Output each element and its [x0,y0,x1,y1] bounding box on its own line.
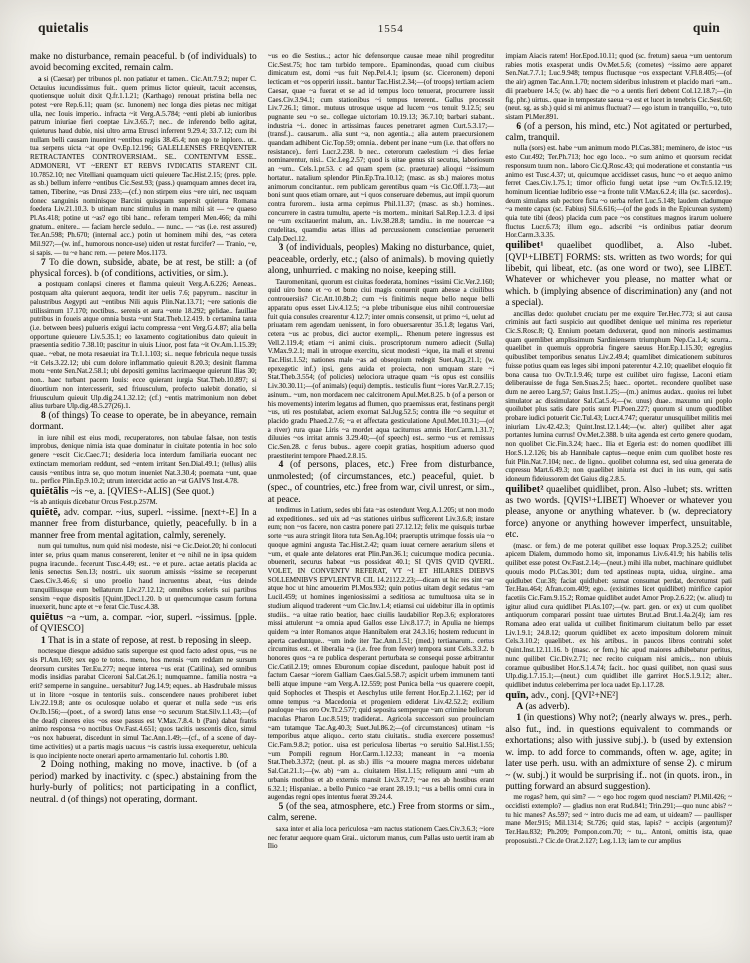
running-head [38,20,720,36]
definition-continuation: make no disturbance, remain peaceful. b (of individuals) to avoid becoming excited, remain calm. [30,52,257,74]
entry-quietalis: quiētālis ~is ~e, a. [QVIES+-ALIS] (See quot.) [30,485,214,497]
sense-6-definition: 6 (of a person, his mind, etc.) Not agitated or perturbed, calm, tranquil. [505,121,733,144]
column-left [30,52,257,957]
column-middle [268,52,495,957]
sense-3-definition: 3 (of individuals, peoples) Making no disturbance, quiet, peaceable, orderly, etc.; (also of animals). b moving quietly along, unhurried. c making no noise, keeping still. [267,243,495,277]
citation-block: ~is ab antiquis dicebatur Orcus Fest.p.257M. [30,498,158,507]
sense-7-definition: 7 To die down, subside, abate, be at rest, be still: a (of physical forces). b (of conditions, activities, or sim.). [30,257,257,279]
entry-quietus: quiētus ~a ~um, a. compar. ~ior, superl. ~issimus. [pple. of QVIESCO] [30,611,257,635]
guide-word-right: quin [692,20,720,35]
citation-block: nulla (sors) est. habe ~um animum modo Pl.Cas.381; meminero, de istoc ~us esto Cur.492; Ter.Ph.713; hoc ego loco.. ~o sum animo et quorsum recidat responsum tuum non.. laboro Cic.Q.Rosc.43; qui moderatione et constantia ~us animo est Tusc.4.37; ut, quicumque accidisset casus, hunc ~o et aequo animo ferret Caes.Civ.1.75.1; timor officio fungi uetat ipse ~um Ov.Tr.5.12.19; hominum licentiae ludibrio esse ~a fronte tulit V.Max.6.2.4; illa (sc. sacerdos).. deum simulans sub pectore ficta ~o uerba refert Luc.5.148; laudem cladumque ~a mente capax (sc. Fabius) Sil.6.616;—(of the gods in the Epicurean system) quia tute tibi (deos) placida cum pace ~os constitues magnos irarum uoluere fluctus Lucr.6.73; illum ego.. adscribi ~is ordinibus patiar deorum Hor.Carm.3.3.35. [505,144,733,240]
sense-1-definition: 1 That is in a state of repose, at rest. b reposing in sleep. [41,635,252,646]
entry-quin: quīn, adv., conj. [QVI²+NE²] [505,689,619,701]
citation-block: in iure nihil est eius modi, recuperatores, non tabulae falsae, non testis improbus, denique nimia ista quae dominatur in ciuitate potentia in hoc solo genere ~escit Cic.Caec.71; desideria loca interdum familiaria euocant nec extinctam memoriam reddunt, sed ~entem irritant Sen.Dial.49.1; (tellus) aliis causis ~entibus intra se, quo motum inueniet Nat.3.30.4; poemata ~unt, quae tu.. perfice Plin.Ep.9.10.2; utrum intercidat actio an ~at GAIVS Inst.4.78. [30,433,257,486]
sense-5-definition: 5 (of the sea, atmosphere, etc.) Free from storms or sim., calm, serene. [267,801,495,824]
sense-8-definition: 8 (of things) To cease to operate, be in abeyance, remain dormant. [30,410,257,433]
text-columns [30,52,732,957]
citation-block: a si (Caesar) per tribunos pl. non patiatur et tamen.. Cic.Att.7.9.2; nuper C. Octauius iucundissimus fuit.. quem primus lictor quieuit, tacuit accensus, quotiensque uoluit dixit Q.fr.1.1.21; (Karthago) renouat pristina bella nec potest ~ere Rep.6.11; quam (sc. Iunonem) nec longa dies pietas nec mitigat ulla, nec Iouis imperio.. infracta ~it Verg.A.5.784; ~enti plebi ab iunioribus patrum iniuriae fieri coeptae Liv.3.65.7; nec.. de inferendo bello agitat, quieturus haud dubie, nisi ultro arma Etrusci inferrent 9.29.4; 33.7.12; cum ibi nullam belli causam inueniret ~entibus regiis 38.45.4; non ego te inploro.. ut.. tua serpens uicta ~at ope Ov.Ep.12.196; GALELLENSES FREQVENTER RETRACTANTES CONTROVERSIAM.. SE.. CONTENTVM ESSE.. ADMONERI, VT ~ERENT ET REBVS IVDICATIS STARENT CIL 10.7852.10; nec Vitelliani quamquam uicti quieuere Tac.Hist.2.15; (pres. pple. as sb.) bellum inferre ~entibus Cic.Sest.93; (pass.) quamquam amnes decet ira, tamen, Tiberine, ~as Drusi 233;—(cf.) non stirpem eius ~ere uiri, nec usquam donec sanguinis nominisque Barcini quisquam supersit quietura Romana foedera Liv.21.10.3. b utinam nunc stimulus in manu mihi sit — ~e quaeso Pl.As.418; potine ut ~as? ego tibi hanc.. referam temperi Men.466; da mihi gnatum.. enitere.. — faciam hercle sedulo.. — nunc.. — ~as (i.e. rest assured) Ter.An.598; Ph.670; (internal acc.) potin ut hominem mihi des, ~as cetera Mil.927;—(w. inf., humorous nonce-use) uiden ut restat furcifer? — Tranio, ~e, si sapis. — tu ~e hanc rem. — petere Mos.1173. [30,74,257,257]
guide-word-left: quietalis [38,20,89,35]
section-a-adverb: A (as adverb). [516,702,570,713]
citation-block: saxa inter et alia loca periculosa ~am nactus stationem Caes.Civ.3.6.3; ~iore nec feratur aequore quam Grai.. uictorum manus, cum Pallas usto uertit iram ab Ilio [267,824,495,851]
entry-quiete: quiētē, adv. compar. ~ius, superl. ~issime. [next+-E] In a manner free from disturbance, quietly, peacefully. b in a manner free from mental agitation, calmly, serenely. [30,507,257,541]
citation-block: noctesque diesque adsiduo satis superque est quod facto adest opus, ~us ne sis Pl.Am.169; sex ego te totos.. meno, hos mensis ~um reddam ne sursum deorsum cursites Ter.Eu.277; neque interea ~us erat (Catilina), sed omnibus modis insidias parabat Ciceroni Sal.Cat.26.1; numquamne.. familia nostra ~a erit? semperne in sanguine.. uersabitur? Jug.14.9; eques.. ab Hasdrubale missus ut in litore ~osque in tentoriis suis.. conscendere naues prohiberet iubet Liv.22.19.8; ante os oculosque uolabo et querar et nulla sede ~us eris Ov.Ib.156;—(poet., of a sword) latus ense ~o securum Stat.Silv.1.1.43;—(of the dead) cineres eius ~os esse passus est V.Max.7.8.4. b (Pan) dabat fratris animo responsa ~o noctibus Ov.Fast.4.651; quos tacitis uescentis dico, simul ~os nox habuerat, discedunt in simul Tac.Ann.1.49;—(cf., of a scene of day-time activities) ut a partis magis uacuus ~is castris iussa exequeretur, uehicula is quo incipiente nocte onerari aperto armamentario Iul. cohortis 1.80. [30,647,257,760]
citation-block: Tauromenitani, quorum est ciuitas foederata, homines ~issimi Cic.Ver.2.160; quid uiro bono et ~o et bono ciui magis conuenit quam abesse a ciuilibus controuersiis? Cic.Att.10.8b.2; cum ~is finitimis neque bello neque belli apparatu opus esset Liv.4.12.5; ~a plebe tribunisque eius nihil controuersiae fuit quia consules crearentur 4.12.7; inter omnis consensit, ut primo ~i, uelut ad priuatam rem agendam uenissent, in foro obuersarentur 35.1.8; legatus Vari, cetera ~us ac probus, dici auctor exempli,.. Rhenum petere ingressus est Vell.2.119.4; etiam ~i animi ciuis.. proscriptorum numero adiecit (Sulla) V.Max.9.2.1; mali in utroque exercitu, sicut modesti ~ique, ita mali et strenui Tac.Hist.1.52; nationes male ~as ad obsequium redegit Suet.Aug.21.1; (w. epexegetic inf.) ipsi, gens auida et proiecta, non umquam stare ~i Stat.Theb.3.554; (of policies) uelociora utraque quam ~is opus est consiliis Liv.30.30.11;—(of animals) (equi) demptis.. testiculis fiunt ~iores Var.R.2.7.15; asinum.. ~um, non mordacem nec calcitronem Apul.Met.8.25. b (of a person or his movements) interim legatus ad flumen, quo praemissus erat, festinans pergit ~us, uti res postulabat, aciem exornat Sal.Jug.52.5; contra ille ~o sequitur et placido gradu Phaed.2.7.6; ~a et affectata gesticulatione Apul.Met.10.31;—(of a river) rura quae Liris ~a mordet aqua taciturnus amnis Hor.Carm.1.31.7; diluuies ~os irritat amnis 3.29.40;—(of speech) est.. sermo ~us et remissus Cic.Sen.28. c ferus bubus.. agere coepit gratias, hospitium aduerso quod praestiterint tempore Phaed.2.8.15. [267,277,495,460]
citation-block: tendimus in Latium, sedes ubi fata ~as ostendunt Verg.A.1.205; ut non modo ad expeditiones.. sed uix ad ~as stationes uiribus sufficerent Liv.3.6.8; instare eum; non ~os facere, non castra ponere pati 27.12.12; felix me quisquis turbae sorte ~us aura stringit litora tuta Sen.Ag.104; praeruptis utrimque fossis uia ~o quoque agmini angusta Tac.Hist.2.42; quam iuuat cernere aerarium silens et ~um, et quale ante delatores erat Plin.Pan.36.1; cuicumque modica pecunia.. obuenerit, securus habeat ~us possideat 40.1; SI QVIS QVID QVERI.. VOLET, IN CONVENTV REFERAT, VT ~I ET HILARES DIEBVS SOLLEMNIBVS EPVLENTVR CIL 14.2112.2.23;—dicam ut hic res sint ~ae atque hoc ut hinc amouerim Pl.Mos.932; quin potius uitam degit sedatus ~am Lucil.459; ut homines ingeniosissimi a seditiosa ac tumultuosa uita se in studium aliquod traderent ~um Cic.Inv.1.4; etiamsi cui uidebitur illa in optimis studiis.. ~a uitae ratio beatior, haec ciuilis laudabilior Rep.3.6; exploratores missi attulerunt ~a omnia apud Gallos esse Liv.8.17.7; in Apulia ne hiemps quidem ~a inter Romanos atque Hannibalem erat 24.3.16; hostem reducunt in aperta caeduntque.. ~um inde iter Tac.Ann.1.51; (med.) tertianarum.. certus circumitus est.. et liberalia ~a (i.e. free from fever) tempora sunt Cels.3.3.2. b honores quos ~a re publica desperant perturbata se consequi posse arbitrantur Cic.Catil.2.19; omnes Eburonum copiae discedunt, pauloque habuit post id factum Caesar ~iorem Galliam Caes.Gal.5.58.7; aspicit urbem immunem tanti belli atque impune ~am Verg.A.12.559; post Punica bella ~us quaerere coepit, quid Sophocles et Thespis et Aeschylus utile ferrent Hor.Ep.2.1.162; per id omne tempus ~a Macedonia et progeniem ediderat Liv.42.52.2; exilium pauloque ~ius oro Ov.Tr.2.577; quid seposita semperque ~am crimine bellorum maculas Pharon Luc.8.519; tradiderat.. Agricola successori suo prouinciam ~am tutamque Tac.Ag.40.3; Suet.Jul.86.2;—(of circumstances) utinam ~is temporibus atque aliquo.. certo statu ciuitatis.. studia exercere possemus! Cic.Fam.9.8.2; potior.. uisa est periculosa libertas ~o seruitio Sal.Hist.1.55; ~um Pompili regnum Hor.Carm.1.12.33; maneant in ~a moenia Stat.Theb.3.372; (neut. pl. as sb.) illis ~a mouere magna merces uidebatur Sal.Cat.21.1;—(w. ab) ~am a.. ciuitatem Hist.1.15; reliquum anni ~um ab urbanis motibus et ab externis mansit Liv.3.72.7; ~ae res ab hostibus erant 6.32.1; Hispaniae.. a bello Punico ~ae erant 28.19.1; ~us a bellis omni cura in augendas regni opes intentus fuerat 39.24.4. [267,506,495,802]
citation-block: impiam Aiacis ratem! Hor.Epod.10.11; quod (sc. fretum) saeua ~um uentorum rabies motis exasperat undis Ov.Met.5.6; (cometes) ~issimo aere apparet Sen.Nat.7.7.1; Luc.9.948; tempus fluctusque ~os exspectant V.Fl.8.405;—(of the air) agmen Tac.Ann.1.70; noctem sideribus inlustrem et placido mari ~am.. dii praebuere 14.5; (w. ab) haec die ~o a uentis fieri debent Col.12.18.7;—(in fig. phr.) uirtus.. quae in tempestate saeua ~a est et lucet in tenebris Cic.Sest.60; (neut. sg. as sb.) quid si mi animus fluctuat? — ego istum in tranquillo, ~o, tuto sistam Pl.Mer.891. [505,52,733,121]
citation-block: me rogas? hem, qui sim? — ~ ego hoc rogem quod nesciam? Pl.Mil.426; ~ occidisti extemplo? — gladius non erat Rud.841; Trin.291;—quo nunc abis? ~ tu hic manes? As.597; sed ~ intro ducis me ad eam, ut uideam? — paullisper mane Mer.915; Mil.1314; St.726; quid stas, lapis? ~ accipis (argentum)? Ter.Hau.832; Ph.209; Pompon.com.70; ~ tu,.. Antoni, omittis ista, quae proposuisti..? Cic.de Orat.2.127; Leg.1.13; iam te cur amplius [505,793,733,845]
page-number: 1554 [377,23,404,35]
sense-1-definition-quin: 1 (in questions) Why not?; (nearly always w. pres., perh. also fut., ind. in questions equivalent to commands or exhortations; also with jussive subj.). b (used by extension w. imp. to add force to commands, often w. age, agite; in later use perh. usu. with an admixture of sense 2). c mirum ~ (w. subj.) it would be surprising if.. not (in quots. iron., in putting forward an absurd suggestion). [505,713,733,792]
citation-block: num qui tumultus, num quid nisi modeste, nisi ~e Cic.Deiot.20; hi conlocuti inter se, prius quam manus consererent, leniter et ~e nihil ne in ipsa quidem pugna iracunde.. fecerunt Tusc.4.49; est.. ~e et pure.. actae aetatis placida ac lenis senectus Sen.13; nostri.. uix suorum amissis ~issime se receperunt Caes.Civ.3.46.6; si uno proelio haud incruentus abeat, ~ius deinde tranquilliusque eum bellaturum Liv.27.12.12; omnibus sceleris sui partibus sensim ~eque dispositis [Quint.]Decl.1.20. b ut quemcumque casum fortuna inuexerit, hunc apte et ~e ferat Cic.Tusc.4.38. [30,542,257,612]
citation-block: ~us eo die Sestius..; actor hic defensorque causae meae nihil progreditur Cic.Sest.75; hoc tam turbido tempore.. Epaminondas, quoad cum ciuibus dimicatum est, domi ~us fuit Nep.Pel.4.1; ipsum (sc. Ciceronem) deponi lecticam et ~os opperiri iussit.. bantur Tac.Hist.2.34;—(of troops) tertiam aciem Caesar, quae ~a fuerat et se ad id tempus loco tenuerat, procurrere iussit Caes.Civ.3.94.1; cum stationibus ~i tempus tererent.. Gallus processit Liv.7.26.1; timor.. mutuus utrosque usque ad lucem ~os tenuit 9.12.5; seu pugnante seu ~o se.. collegae uictoriam 10.19.13; 36.7.10; barbari stabant.. industria ~i.. donec in artissimas fauces penetraret agmen Curt.5.3.17;—(transf.).. causarum.. alia sunt ~a, non agentia..; alia autem praecursionem quandam adhibent Cic.Top.59; omnia.. debent per inane ~um (i.e. that offers no resistance).. ferri Lucr.2.238. b nec.. ceterorum caelestium ~i dies feriae nominarentur, nisi.. Cic.Leg.2.57; quod is uitae genus sit secutus, laboriosum an ~um.. Cels.1.pr.53. c ad quam spem (sc. praeturae) alioqui ~issimum hortatur.. natalium splendor Plin.Ep.Tra.10.12; (masc. as sb.) maiores motus animorum concitantur.. rem publicam gerentibus quam ~is Cic.Off.1.73;—aut boni sunt quos etiam ornare, aut ~i quos conseruare debemus, aut impii quorum contra furorem.. iusta arma cepimus Phil.11.37; (masc. as sb.) homines.. concurrere in castra tumultu, aperte ~is mortem.. minitari Sal.Rep.1.2.3. d ipsi ne ~um excitauerint malum, an.. Liv.38.28.8; tamdiu.. in me nouercae ~a crudelitas, quamdiu aetas illius ad percussionem conscientiae peruenerit Calp.Decl.12. [267,52,495,243]
citation-block: a postquam conlapsi cineres et flamma quieuit Verg.A.6.226; Aeneas.. postquam alta quierunt aequora, tendit iter uelis 7.6; papyrum.. nascitur in palustribus Aegypti aut ~entibus Nili aquis Plin.Nat.13.71; ~ere sationis die utilissimum 17.170; noctibus.. serenis et aura ~ente 18.292; gelidae.. fauillae putribus in foueis atque omnia busta ~unt Stat.Theb.12.419. b certamina tanta (i.e. between bees) pulueris exigui iactu compressa ~ent Verg.G.4.87; alia bella opportune quieuere Liv.5.35.1; eo laxamento cogitationibus dato quieuit in praesentia seditio 7.38.10; pascitur in uiuis Liuor, post fata ~it Ov.Am.1.15.39; quae.. ~ebat, ne mota resaeuiat ira Tr.1.1.103; si.. neque febricula neque tussis ~it Cels.3.22.12; ubi cum dolore inflammatio quieuit 8.20.3; desinit flamma motu ~ente Sen.Nat.2.58.1; ubi depositi gemitus lacrimaeque quierunt Ilias 30; non.. haec turbant pacem Iouis: ecce quierant iurgia Stat.Theb.10.897; si diuortium non intercesserit, sed friuusculum, profecto ualebit donatio, si friuusculum quieuit Ulp.dig.24.1.32.12; (cf.) ~entis matrimonium non debet alius turbare Ulp.dig.48.5.27(26).1. [30,280,257,411]
sense-2-definition: 2 Doing nothing, making no move, inactive. b (of a period) marked by inactivity. c (spec.) abstaining from the hurly-burly of politics; not participating in a conflict, neutral. d (of things) not operating, dormant. [30,760,257,805]
column-right [505,52,732,957]
entry-quilibet-2: quilibet² quaelibet quidlibet, pron. Also -lubet; sts. written as two words. [QVIS¹+LIBET] Whoever or whatever you please, anyone or anything whatever. b (w. depreciatory force) anyone or anything however imperfect, unsuitable, etc. [505,483,733,541]
citation-block: ancillas dedo: quolubet cruciatu per me exquire Ter.Hec.773; si aut causa criminis aut facti suspicio aut quodlibet denique uel minima res reperietur Cic.S.Rosc.8; Q. Ennium poetam deduxerat, quod non minoris aestimamus quam quemlibet amplissimum Sardiniensem triumphum Nep.Ca.1.4; scurra.. quaelibet in quemuis opprobria fingere saeuus Hor.Ep.1.15.30; egregius quibuslibet temporibus senatus Liv.2.49.4; quamlibet dimicationem subituros fuisse potius quam eas leges sibi imponi paterentur 4.2.10; quaelibet eloquio fit bona causa tuo Ov.Tr.1.9.46; turpe est cuilibet uiro fugisse, Laconi etiam deliberauisse de fuga Sen.Suas.2.5; haec.. oportet.. recondere quolibet uase dum ne aereo Larg.57; Gaius Inst.1.25;—(m.) animus audax.. quoius rei lubet simulator ac dissimulator Sal.Cat.5.4;—(w. unus) duae.. maxumo uni poplo quoilubet plus satis dare potis sunt Pl.Poen.227; quorum si unum quodlibet probare iudici potuerit Cic.Tul.43; Lucr.4.747; queratur unusquilibet militis mei iniuriam Liv.42.42.3; Quint.Inst.12.1.44;—(w. alter) quilibet alter agat portantes lumina currus! Ov.Met.2.388. b uita agenda est certo genere quodam, non quolibet Cic.Fin.3.24; haec.. Ilia et Egeria est: do nomen quodlibet illi Hor.S.1.2.126; bis ab Hannibale captus—neque enim cum quolibet hoste res fuit Plin.Nat.7.104; nec.. de ligno.. quolibet columna est, sed uiua generata de cupressu Mart.6.49.3; non quaelibet iniuria est duci in ius eum, qui satis idoneum fideiussorem det Gaius dig.2.8.5. [505,309,733,483]
sense-4-definition: 4 (of persons, places, etc.) Free from disturbance, unmolested; (of circumstances, etc.) peaceful, quiet. b (spec., of countries, etc.) free from war, civil unrest, or sim., at peace. [267,460,495,505]
citation-block: (masc. or fem.) de me poterat quilibet esse loquax Prop.3.25.2; cuilibet apicem Dialem, dummodo homo sit, imponamus Liv.6.41.9; his habilis telis quilibet esse potest Ov.Fast.2.14;—(neut.) mihi illa nubet, machinare quidlubet quouis modo Pl.Cas.301; dum ted apstineas nupta, uidua, uirgine.. ama quidlubet Cur.38; faciat quidlubet: sumat consumat perdat, decretumst pati Ter.Hau.464; Afran.com.409; ego.. (existimes licet quidlibet) mirifice capior facetiis Cic.Fam.9.15.2; Romae quidlibet audet Amor Prop.2.6.22; (w. aliud) tu igitur aliud cura quidlibet Pl.As.107;—(w. part. gen. or ex) ut cum quolibet antiquorum comparari possint tuae uirtutes Brut.ad Brut.1.4a.2(4); iam res Romana adeo erat ualida ut cuilibet finitimarum ciuitatum bello par esset Liv.1.9.1; 24.8.12; quorum quidlibet ex aceto impositum dolorem minuit Cels.3.10.2; quaelibet.. ex his artibus.. in paucos libros contrahi solet Quint.Inst.12.11.16. b (masc. or fem.) hic apud maiores adhibebatur peritus, nunc quilibet Cic.Div.2.71; nec recito cuiquam nisi amicis,.. non ubiuis coramue quibuslibet Hor.S.1.4.74; facit.. hoc quasi quilibet, non quasi suus Ulp.dig.1.7.15.1;—(neut.) cum quidlibet ille garriret Hor.S.1.9.12; alter.. quidlibet indutus celeberrima per loca uadet Ep.1.17.28. [505,541,733,689]
entry-quilibet-1: quilibet¹ quaelibet quodlibet, a. Also -lubet. [QVI¹+LIBET] FORMS: sts. written as two words; for qui libebit, qui libeat, etc. (as one word or two), see LIBET. Whatever or whichever you please, no matter what or which. b (implying absence of discrimination) any (and not a special). [505,240,733,309]
